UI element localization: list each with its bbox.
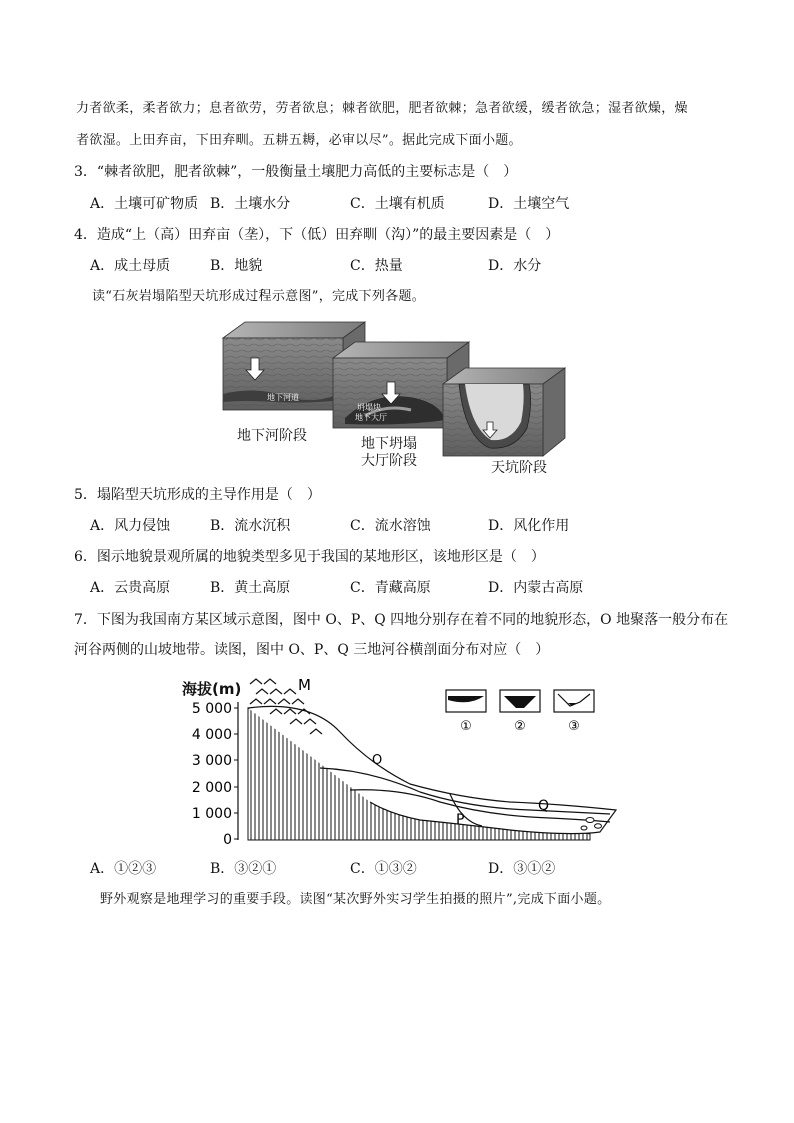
karst-intro: 读“石灰岩塌陷型天坑形成过程示意图”，完成下列各题。 xyxy=(92,289,426,304)
section-2-label: ② xyxy=(514,719,526,734)
q5-option-c[interactable]: C．流水溶蚀 xyxy=(350,518,431,534)
q4-option-d[interactable]: D．水分 xyxy=(488,258,542,274)
section-3-label: ③ xyxy=(568,719,580,734)
ytick-4000: 4 000 xyxy=(191,727,232,743)
q7-option-d[interactable]: D．③①② xyxy=(488,861,556,877)
q6-option-c[interactable]: C．青藏高原 xyxy=(350,580,431,596)
section-1-label: ① xyxy=(460,719,472,734)
stage-collapse-line-2: 大厅阶段 xyxy=(361,453,417,469)
field-intro: 野外观察是地理学习的重要手段。读图“某次野外实习学生拍摄的照片”,完成下面小题。 xyxy=(100,892,611,907)
q3-option-b[interactable]: B．土壤水分 xyxy=(210,196,291,212)
q5-option-a[interactable]: A．风力侵蚀 xyxy=(90,518,171,534)
q7-option-a[interactable]: A．①②③ xyxy=(90,861,157,877)
q5-option-d[interactable]: D．风化作用 xyxy=(488,518,570,534)
label-underground-hall: 地下大厅 xyxy=(355,413,387,422)
q4-option-c[interactable]: C．热量 xyxy=(350,258,403,274)
section-2-thumbnail xyxy=(500,690,540,712)
label-collapse-blocks: 坍塌块 xyxy=(357,403,381,412)
question-6-stem: 6．图示地貌景观所属的地貌类型多见于我国的某地形区，该地形区是（ ） xyxy=(74,549,545,565)
stage-underground-river: 地下河阶段 xyxy=(237,428,307,444)
q6-option-b[interactable]: B．黄土高原 xyxy=(210,580,291,596)
ytick-1000: 1 000 xyxy=(191,806,232,822)
q3-option-a[interactable]: A．土壤可矿物质 xyxy=(90,196,199,212)
q7-option-b[interactable]: B．③②① xyxy=(210,861,277,877)
ytick-0: 0 xyxy=(223,832,232,848)
q3-option-c[interactable]: C．土壤有机质 xyxy=(350,196,445,212)
ytick-2000: 2 000 xyxy=(191,780,232,796)
q3-option-d[interactable]: D．土壤空气 xyxy=(488,196,570,212)
ytick-5000: 5 000 xyxy=(191,701,232,717)
q6-option-d[interactable]: D．内蒙古高原 xyxy=(488,580,584,596)
q5-option-b[interactable]: B．流水沉积 xyxy=(210,518,291,534)
q4-option-b[interactable]: B．地貌 xyxy=(210,258,263,274)
block-tiankeng xyxy=(443,368,565,456)
question-4-stem: 4．造成“上（高）田弃亩（垄），下（低）田弃甽（沟）”的最主要因素是（ ） xyxy=(74,227,560,243)
question-3-stem: 3．“棘者欲肥，肥者欲棘”，一般衡量土壤肥力高低的主要标志是（ ） xyxy=(74,164,518,180)
q4-option-a[interactable]: A．成土母质 xyxy=(90,258,171,274)
karst-sinkhole-figure xyxy=(215,318,585,478)
intro-line-1: 力者欲柔，柔者欲力；息者欲劳，劳者欲息；棘者欲肥，肥者欲棘；急者欲缓，缓者欲急；湿者欲燥，燥 xyxy=(76,101,688,116)
q6-option-a[interactable]: A．云贵高原 xyxy=(90,580,171,596)
point-m-label: M xyxy=(298,676,311,694)
question-7-stem-line-2: 河谷两侧的山坡地带。读图，图中 O、P、Q 三地河谷横剖面分布对应（ ） xyxy=(74,642,550,658)
stage-collapse-line-1: 地下坍塌 xyxy=(361,436,417,452)
section-1-thumbnail xyxy=(446,690,486,712)
ytick-3000: 3 000 xyxy=(191,753,232,769)
y-axis-label: 海拔(m) xyxy=(182,680,242,698)
valley-profile-figure xyxy=(170,672,620,852)
q7-option-c[interactable]: C．①③② xyxy=(350,861,417,877)
question-7-stem-line-1: 7．下图为我国南方某区域示意图，图中 O、P、Q 四地分别存在着不同的地貌形态，O 地聚落一般分布在 xyxy=(74,612,729,628)
point-q-label: Q xyxy=(538,798,550,814)
point-o-label: O xyxy=(372,753,383,768)
point-p-label: P xyxy=(456,812,465,828)
section-3-thumbnail xyxy=(554,690,594,712)
question-5-stem: 5．塌陷型天坑形成的主导作用是（ ） xyxy=(74,487,321,503)
label-underground-channel: 地下河道 xyxy=(267,393,299,402)
stage-tiankeng: 天坑阶段 xyxy=(491,460,547,476)
intro-line-2: 者欲湿。上田弃亩，下田弃甽。五耕五耨，必审以尽”。据此完成下面小题。 xyxy=(76,133,522,148)
